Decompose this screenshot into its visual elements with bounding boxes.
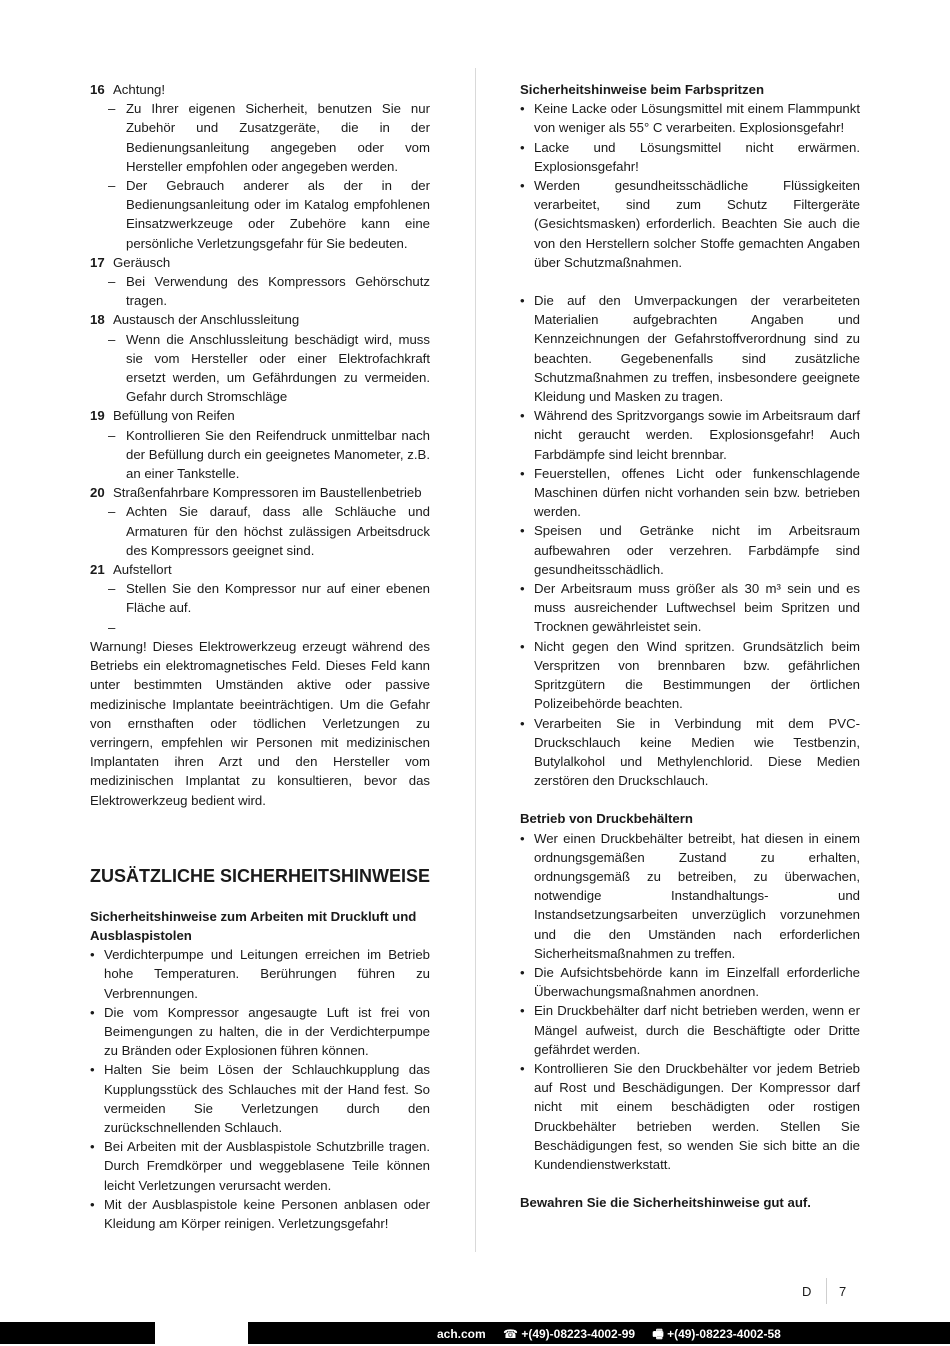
page-number: 7 xyxy=(839,1284,847,1299)
bullet-item xyxy=(520,138,860,176)
dash-item-text xyxy=(126,618,430,637)
phone-text: ☎ +(49)-08223-4002-99 xyxy=(503,1327,636,1341)
numbered-item-head xyxy=(90,560,430,579)
dash-item xyxy=(90,272,430,310)
bullet-marker: • xyxy=(520,178,525,194)
item-title: Austausch der Anschlussleitung xyxy=(113,312,300,328)
bullet-marker: • xyxy=(520,581,525,597)
item-number: 19 xyxy=(90,408,105,424)
bullet-item xyxy=(520,406,860,464)
bullet-item-text: Kontrollieren Sie den Druckbehälter vor jedem Betrieb auf Rost und Beschädigungen. Der Kompressor darf nicht mit einem beschädigten oder rostigen Druckbehälter betrieben werden. Stellen Sie Beschädigungen fest, so wenden Sie sich bitte an die Kundendienstwerkstatt. xyxy=(534,1060,860,1172)
bullet-marker: • xyxy=(90,1062,95,1078)
bullet-item-text: Werden gesundheitsschädliche Flüssigkeiten verarbeitet, sind zum Schutz Filtergeräte (Gesichtsmasken) erforderlich. Beachten Sie auch die von den Herstellern solcher Stoffe gemachten Angaben über Schutzmaßnahmen. xyxy=(534,178,860,270)
item-number: 20 xyxy=(90,485,105,501)
footer-separator xyxy=(826,1278,827,1304)
numbered-item xyxy=(90,483,430,560)
bullet-item xyxy=(520,521,860,579)
dash-marker: – xyxy=(108,178,116,194)
bullet-item-text: Während des Spritzvorgangs sowie im Arbeitsraum darf nicht geraucht werden. Explosionsgefahr! Auch Farbdämpfe sind leicht brennbar. xyxy=(534,408,860,462)
item-number: 16 xyxy=(90,82,105,97)
item-number: 21 xyxy=(90,562,105,578)
bullet-item xyxy=(520,714,860,791)
dash-item xyxy=(90,579,430,617)
bullet-item-text: Mit der Ausblaspistole keine Personen anblasen oder Kleidung am Körper reinigen. Verletzungsgefahr! xyxy=(104,1196,430,1231)
dash-item xyxy=(90,176,430,253)
contact-bar-gap xyxy=(155,1322,248,1344)
bullet-item xyxy=(90,1060,430,1137)
bullet-marker: • xyxy=(520,964,525,980)
emf-warning: Warnung! Dieses Elektrowerkzeug erzeugt während des Betriebs ein elektromagnetisches Feld. Dieses Feld kann unter bestimmten Umständen aktive oder passive medizinische Implantate beeinträchtigen. Um die Gefahr von ernsthaften oder tödlichen Verletzungen zu verringern, empfehlen wir Personen mit medizinischen Implantaten ihren Arzt und den Hersteller vom medizinischen Implantat zu konsultieren, bevor das Elektrowerkzeug bedient wird. xyxy=(90,638,430,808)
numbered-safety-list xyxy=(90,80,430,637)
numbered-item-head xyxy=(90,406,430,425)
dash-marker: – xyxy=(108,504,116,520)
dash-item xyxy=(90,330,430,407)
bullet-marker: • xyxy=(520,715,525,731)
dash-item-text: Der Gebrauch anderer als der in der Bedienungsanleitung oder im Katalog empfohlenen Einsatzwerkzeuge oder Zubehöre kann eine persönliche Verletzungsgefahr für Sie bedeuten. xyxy=(126,178,430,251)
numbered-item-head xyxy=(90,310,430,329)
spray-heading: Sicherheitshinweise beim Farbspritzen xyxy=(520,82,765,97)
right-column xyxy=(520,80,860,1212)
bullet-item xyxy=(520,637,860,714)
bullet-marker: • xyxy=(520,638,525,654)
pressure-vessel-heading: Betrieb von Druckbehältern xyxy=(520,811,693,827)
numbered-item xyxy=(90,406,430,483)
bullet-item-text: Halten Sie beim Lösen der Schlauchkupplung das Kupplungsstück des Schlauches mit der Hand fest. So vermeiden Sie Verletzungen durch den zurückschnellenden Schlauch. xyxy=(104,1062,430,1135)
bullet-item xyxy=(520,963,860,1001)
compressed-air-heading: Sicherheitshinweise zum Arbeiten mit Druckluft und Ausblaspistolen xyxy=(90,908,417,943)
bullet-marker: • xyxy=(520,1060,525,1076)
bullet-item-text: Keine Lacke oder Lösungsmittel mit einem Flammpunkt von weniger als 55° C verarbeiten. Explosionsgefahr! xyxy=(534,101,860,136)
website-text: ach.com xyxy=(437,1327,486,1341)
bullet-item-text: Die Aufsichtsbehörde kann im Einzelfall erforderliche Überwachungsmaßnahmen anordnen. xyxy=(534,964,860,1000)
numbered-item xyxy=(90,253,430,311)
closing-note: Bewahren Sie die Sicherheitshinweise gut auf. xyxy=(520,1195,811,1211)
item-number: 17 xyxy=(90,254,105,270)
dash-item-text: Achten Sie darauf, dass alle Schläuche und Armaturen für den höchst zulässigen Arbeitsdruck des Kompressors geeignet sind. xyxy=(126,504,430,558)
dash-item-text: Kontrollieren Sie den Reifendruck unmittelbar nach der Befüllung durch ein geeignetes Manometer, z.B. an einer Tankstelle. xyxy=(126,427,430,482)
left-column xyxy=(90,80,430,1233)
bullet-item xyxy=(90,1195,430,1233)
dash-marker: – xyxy=(108,101,116,117)
bullet-item xyxy=(520,1059,860,1174)
bullet-item xyxy=(520,99,860,137)
dash-marker: – xyxy=(108,331,116,347)
item-title: Aufstellort xyxy=(113,562,172,578)
language-code: D xyxy=(802,1284,812,1299)
item-title: Straßenfahrbare Kompressoren im Baustellenbetrieb xyxy=(113,485,422,501)
item-title: Befüllung von Reifen xyxy=(113,408,235,424)
bullet-item-text: Der Arbeitsraum muss größer als 30 m³ sein und es muss ausreichender Luftwechsel beim Spritzen und Trocknen gewährleistet sein. xyxy=(534,581,860,635)
dash-item xyxy=(90,502,430,560)
bullet-item-text: Nicht gegen den Wind spritzen. Grundsätzlich beim Verspritzen von brennbaren bzw. gefährlichen Spritzgütern die Bestimmungen der örtlichen Polizeibehörde beachten. xyxy=(534,638,860,712)
numbered-item-head xyxy=(90,253,430,272)
bullet-marker: • xyxy=(90,947,95,963)
bullet-marker: • xyxy=(90,1196,95,1212)
bullet-marker: • xyxy=(520,293,525,309)
bullet-marker: • xyxy=(520,101,525,117)
bullet-item-text: Wer einen Druckbehälter betreibt, hat diesen in einem ordnungsgemäßen Zustand zu erhalten, ordnungsgemäß zu betreiben, zu überwachen, notwendige Instandhaltungs- und Instandsetzungsarbeiten unverzüglich vorzunehmen und die den Umständen nach erforderlichen Sicherheitsmaßnahmen zu treffen. xyxy=(534,830,860,961)
bullet-marker: • xyxy=(90,1004,95,1020)
bullet-marker: • xyxy=(520,523,525,539)
bullet-item xyxy=(520,176,860,272)
compressed-air-bullets xyxy=(90,945,430,1233)
bullet-item-text: Verdichterpumpe und Leitungen erreichen im Betrieb hohe Temperaturen. Berührungen führen zu Verbrennungen. xyxy=(104,947,430,1001)
dash-item xyxy=(90,426,430,484)
contact-info xyxy=(437,1325,795,1346)
spray-bullets-b xyxy=(520,291,860,790)
bullet-marker: • xyxy=(520,408,525,424)
dash-item-text: Stellen Sie den Kompressor nur auf einer ebenen Fläche auf. xyxy=(126,581,430,616)
bullet-marker: • xyxy=(520,1003,525,1019)
dash-item-text: Zu Ihrer eigenen Sicherheit, benutzen Sie nur Zubehör und Zusatzgeräte, die in der Bedienungsanleitung angegeben oder vom Hersteller empfohlen oder angegeben werden. xyxy=(126,101,430,174)
bullet-item-text: Speisen und Getränke nicht im Arbeitsraum aufbewahren oder verzehren. Farbdämpfe sind gesundheitsschädlich. xyxy=(534,523,860,577)
dash-marker: – xyxy=(108,619,116,635)
bullet-item xyxy=(520,1001,860,1059)
bullet-marker: • xyxy=(520,465,525,481)
dash-marker: – xyxy=(108,427,116,443)
column-divider xyxy=(475,68,476,1252)
numbered-item xyxy=(90,310,430,406)
bullet-item-text: Ein Druckbehälter darf nicht betrieben werden, wenn er Mängel aufweist, durch die Beschäftigte oder Dritte gefährdet werden. xyxy=(534,1003,860,1057)
bullet-item xyxy=(520,291,860,406)
dash-marker: – xyxy=(108,581,116,597)
pressure-vessel-bullets xyxy=(520,829,860,1175)
bullet-item-text: Verarbeiten Sie in Verbindung mit dem PVC-Druckschlauch keine Medien wie Testbenzin, Butylalkohol und Methylenchlorid. Diese Medien zerstören den Druckschlauch. xyxy=(534,715,860,789)
dash-item xyxy=(90,99,430,176)
bullet-marker: • xyxy=(520,830,525,846)
bullet-item-text: Bei Arbeiten mit der Ausblaspistole Schutzbrille tragen. Durch Fremdkörper und weggeblasene Teile können leicht Verletzungen verursacht werden. xyxy=(104,1139,430,1193)
bullet-item xyxy=(90,1137,430,1195)
bullet-marker: • xyxy=(520,139,525,155)
bullet-item xyxy=(520,829,860,963)
numbered-item-head xyxy=(90,80,430,99)
spray-bullets-a xyxy=(520,99,860,272)
bullet-item xyxy=(520,464,860,522)
bullet-item xyxy=(520,579,860,637)
numbered-item xyxy=(90,560,430,637)
dash-item-text: Wenn die Anschlussleitung beschädigt wird, muss sie vom Hersteller oder einer Elektrofachkraft ersetzt werden, um Gefährdungen zu vermeiden. Gefahr durch Stromschläge xyxy=(126,331,430,405)
bullet-marker: • xyxy=(90,1139,95,1155)
dash-item-text: Bei Verwendung des Kompressors Gehörschutz tragen. xyxy=(126,274,430,309)
numbered-item xyxy=(90,80,430,253)
bullet-item xyxy=(90,945,430,1003)
item-number: 18 xyxy=(90,312,105,328)
fax-text: 🖷 +(49)-08223-4002-58 xyxy=(652,1327,781,1341)
bullet-item xyxy=(90,1003,430,1061)
bullet-item-text: Die auf den Umverpackungen der verarbeiteten Materialien aufgebrachten Angaben und Kennzeichnungen der Gefahrstoffverordnung sind zu beachten. Gegebenenfalls sind zusätzliche Schutzmaßnahmen zu treffen, insbesondere geeignete Kleidung und Masken zu tragen. xyxy=(534,293,860,405)
bullet-item-text: Lacke und Lösungsmittel nicht erwärmen. Explosionsgefahr! xyxy=(534,139,860,174)
dash-item xyxy=(90,618,430,637)
item-title: Achtung! xyxy=(113,82,166,97)
dash-marker: – xyxy=(108,274,116,290)
bullet-item-text: Die vom Kompressor angesaugte Luft ist frei von Beimengungen zu halten, die in der Verdichterpumpe zu Bränden oder Explosionen führen können. xyxy=(104,1004,430,1059)
item-title: Geräusch xyxy=(113,254,171,270)
bullet-item-text: Feuerstellen, offenes Licht oder funkenschlagende Maschinen dürfen nicht vorhanden sein bzw. betrieben werden. xyxy=(534,465,860,520)
section-title: ZUSÄTZLICHE SICHERHEITSHINWEISE xyxy=(90,865,431,886)
numbered-item-head xyxy=(90,483,430,502)
